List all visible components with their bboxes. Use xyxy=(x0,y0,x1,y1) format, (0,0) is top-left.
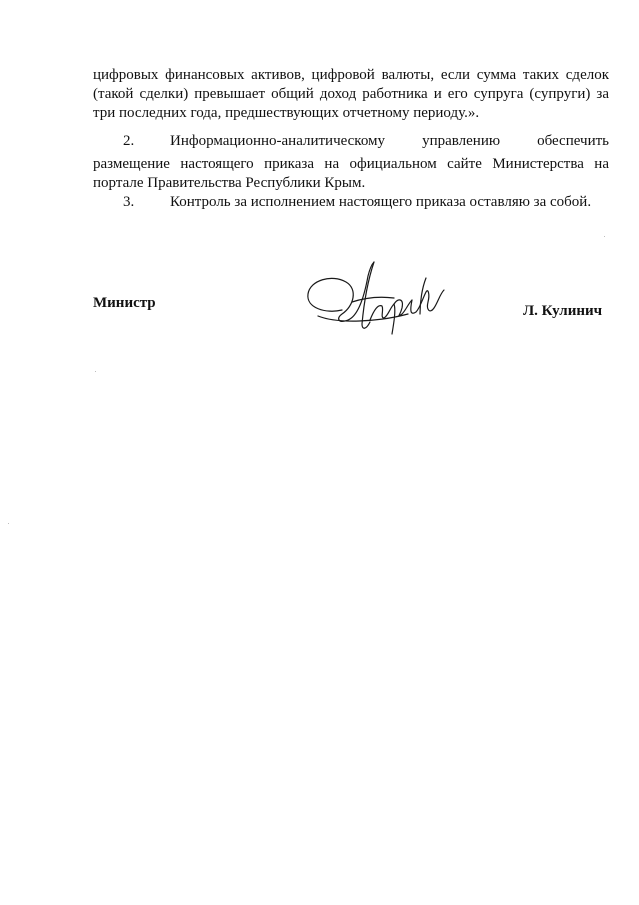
item-2-line-1: Информационно-аналитическому управлению обеспечить xyxy=(170,133,609,149)
handwritten-signature xyxy=(298,258,458,338)
signatory-name: Л. Кулинич xyxy=(523,303,603,319)
item-2-number: 2. xyxy=(123,133,135,149)
position-title: Министр xyxy=(93,295,156,311)
paragraph-continuation-line-3: три последних года, предшествующих отчетному периоду.». xyxy=(93,105,480,121)
paragraph-continuation-line-1: цифровых финансовых активов, цифровой валюты, если сумма таких сделок xyxy=(93,67,609,83)
paragraph-continuation-line-2: (такой сделки) превышает общий доход работника и его супруга (супруги) за xyxy=(93,86,609,102)
item-2-line-3: портале Правительства Республики Крым. xyxy=(93,175,366,191)
item-3-text: Контроль за исполнением настоящего приказа оставляю за собой. xyxy=(170,194,592,210)
item-2-line-2: размещение настоящего приказа на официальном сайте Министерства на xyxy=(93,156,609,172)
item-3-number: 3. xyxy=(123,194,135,210)
scan-speck xyxy=(604,236,605,237)
scan-speck xyxy=(95,371,96,372)
scan-speck xyxy=(8,523,9,524)
